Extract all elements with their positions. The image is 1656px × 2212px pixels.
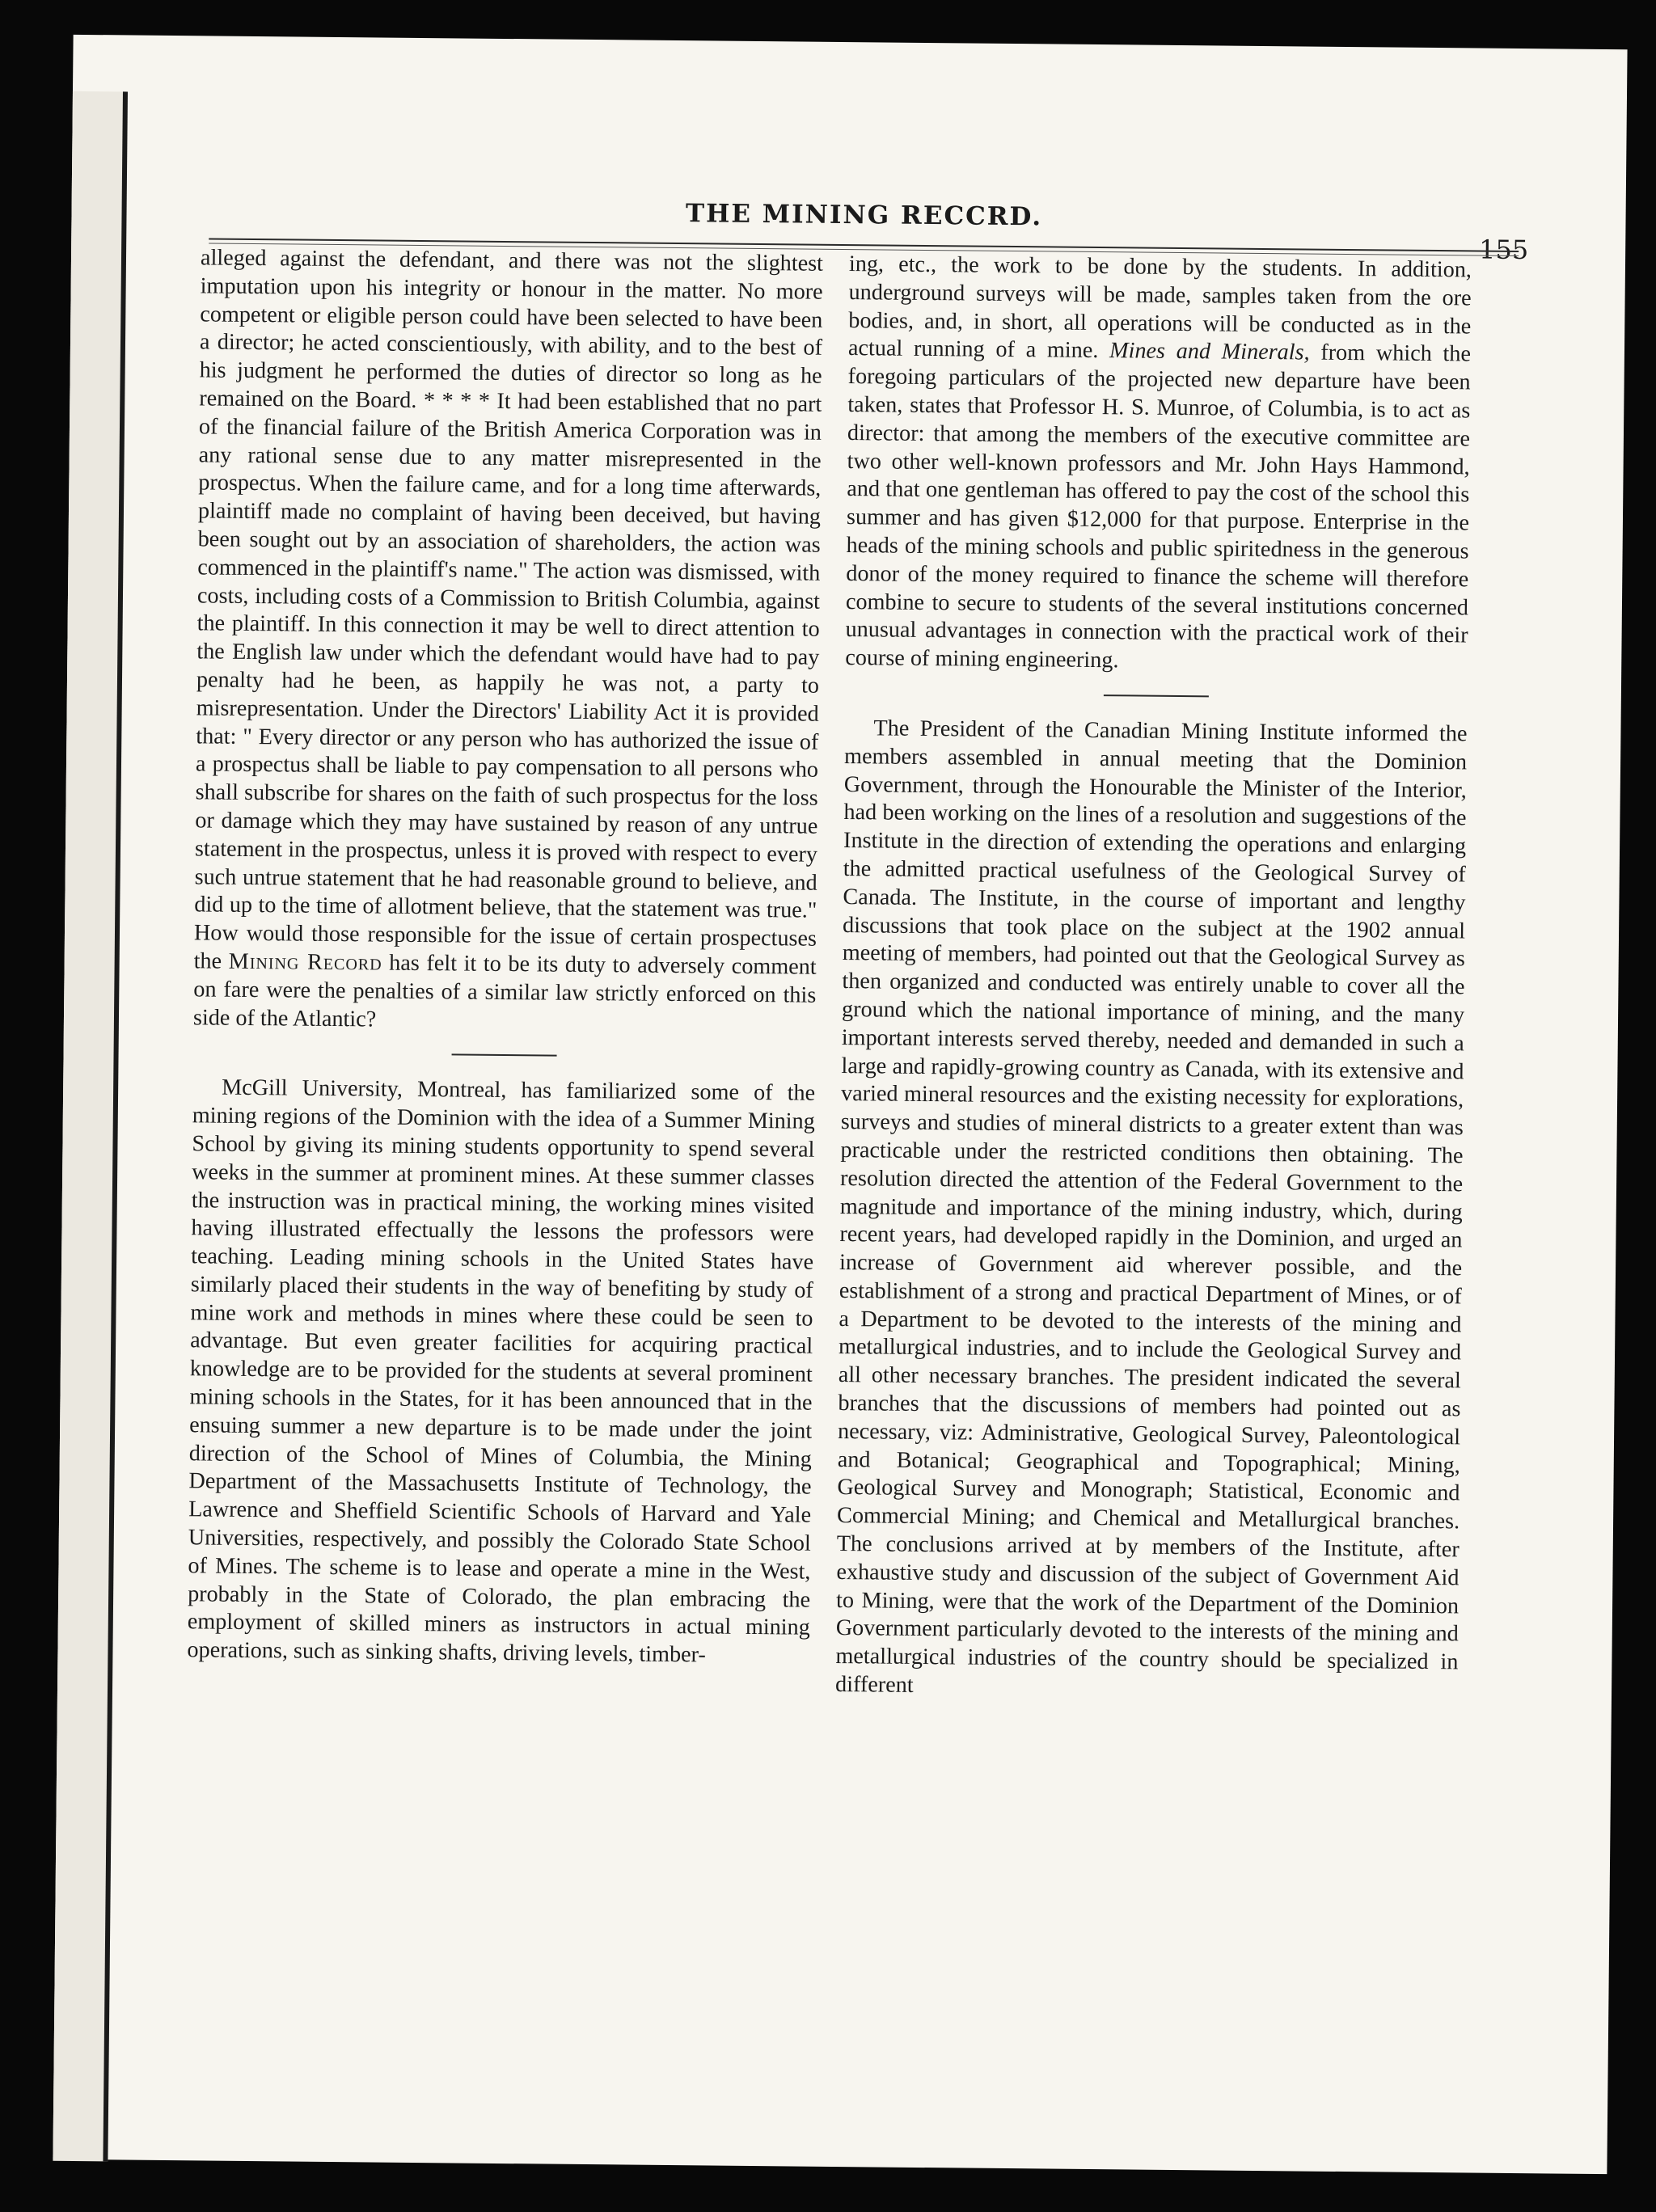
paragraph-text: alleged against the defendant, and there was not the slightest imputation upon his integrity or honour in the matter. No more competent or eligible person could have been selected to have been a director; he acted conscientiously, with ability, and to the best of his judgment he performed the duties of director so long as he remained on the Board. * * * * It had been established that no part of the financial failure of the British America Corporation was in any rational sense due to any matter misrepresented in the prospectus. When the failure came, and for a long time afterwards, plaintiff made no complaint of having been deceived, but having been sought out by an association of shareholders, the action was commenced in the plaintiff's name." The action was dismissed, with costs, including costs of a Commission to British Columbia, against the plaintiff. In this connection it may be well to direct attention to the English law under which the defendant would have had to pay penalty had he been, as happily he was not, a party to misrepresentation. Under the Directors' Liability Act it is provided that: " Every director or any person who has authorized the issue of a prospectus shall be liable to pay compensation to all persons who shall subscribe for shares on the faith of such prospectus for the loss or damage which they may have sustained by reason of any untrue statement in the prospectus, unless it is proved with respect to every such untrue statement that he had reasonable ground to believe, and did up to the time of allotment believe, that the statement was true." How would those responsible for the issue of certain prospectuses the (193, 245, 824, 974)
left-column (187, 244, 823, 1670)
running-head: THE MINING RECCRD. (685, 199, 1043, 232)
document-page (53, 35, 1627, 2174)
paragraph (193, 244, 823, 1038)
journal-name: Mining Record (228, 948, 382, 976)
paragraph-text: has felt it to be its duty to adversely comment on fare were the penalties of a similar law strictly enforced on this side of the Atlantic? (192, 950, 817, 1032)
right-column (835, 251, 1472, 1705)
paragraph (845, 251, 1472, 678)
page-header (209, 157, 1529, 266)
paragraph: McGill University, Montreal, has familiarized some of the mining regions of the Dominion with the idea of a Summer Mining School by giving its mining students opportunity to spend several weeks in the summer at prominent mines. At these summer classes the instruction was in practical mining, the working mines visited having illustrated effectually the lessons the professors were teaching. Leading mining schools in the United States have similarly placed their students in the way of benefiting by study of mine work and methods in mines where these could be seen to advantage. But even greater facilities for acquiring practical knowledge are to be provided for the students at several prominent mining schools in the States, for it has been announced that in the ensuing summer a new departure is to be made under the joint direction of the School of Mines of Columbia, the Mining Department of the Massachusetts Institute of Technology, the Lawrence and Sheffield Scientific Schools of Harvard and Yale Universities, respectively, and possibly the Colorado State School of Mines. The scheme is to lease and operate a mine in the West, probably in the State of Colorado, the plan embracing the employment of skilled miners as instructors in actual mining operations, such as sinking shafts, driving levels, timber- (187, 1074, 816, 1668)
section-divider (452, 1054, 557, 1057)
paragraph-text: from which the foregoing particulars of the projected new departure have been taken, states that Professor H. S. Munroe, of Columbia, is to act as director: that among the members of the executive committee are two other well-known professors and Mr. John Hays Hammond, and that one gentleman has offered to pay the cost of the school this summer and has given $12,000 for that purpose. Enterprise in the heads of the mining schools and public spiritedness in the generous donor of the money required to finance the scheme will therefore combine to secure to students of the several institutions concerned unusual advantages in connection with the practical work of their course of mining engineering. (845, 340, 1472, 673)
page-number: 155 (1478, 234, 1529, 266)
publication-title: Mines and Minerals, (1109, 338, 1310, 365)
paragraph-text: ing, etc., the work to be done by the students. In addition, underground surveys will be made, samples taken from the ore bodies, and, in short, all operations will be conducted as in the actual running of a mine. (847, 251, 1472, 364)
section-divider (1104, 694, 1209, 697)
paragraph: The President of the Canadian Mining Institute informed the members assembled in annual meeting that the Dominion Government, through the Honourable the Minister of the Interior, had been working on the lines of a resolution and suggestions of the Institute in the direction of extending the operations and enlarging the admitted practical usefulness of the Geological Survey of Canada. The Institute, in the course of important and lengthy discussions that took place on the subject at the 1902 annual meeting of members, had pointed out that the Geological Survey as then organized and conducted was entirely unable to cover all the ground which the national importance of mining, and the many important interests served thereby, needed and demanded in such a large and rapidly-growing country as Canada, with its extensive and varied mineral resources and the existing necessity for explorations, surveys and studies of mineral districts to a greater extent than was practicable under the restricted conditions then obtaining. The resolution directed the attention of the Federal Government to the magnitude and importance of the mining industry, which, during recent years, had developed rapidly in the Dominion, and urged an increase of Government aid wherever possible, and the establishment of a strong and practical Department of Mines, or of a Department to be devoted to the interests of the mining and metallurgical industries, and to include the Geological Survey and all other necessary branches. The president indicated the several branches that the discussions of members had pointed out as necessary, viz: Administrative, Geological Survey, Paleontological and Botanical; Geographical and Topographical; Mining, Geological Survey and Monograph; Statistical, Economic and Commercial Mining; and Chemical and Metallurgical branches. The conclusions arrived at by members of the Institute, after exhaustive study and discussion of the subject of Government Aid to Mining, were that the work of the Department of the Dominion Government particularly devoted to the interests of the mining and metallurgical industries of the country should be specialized in different (834, 716, 1468, 1698)
